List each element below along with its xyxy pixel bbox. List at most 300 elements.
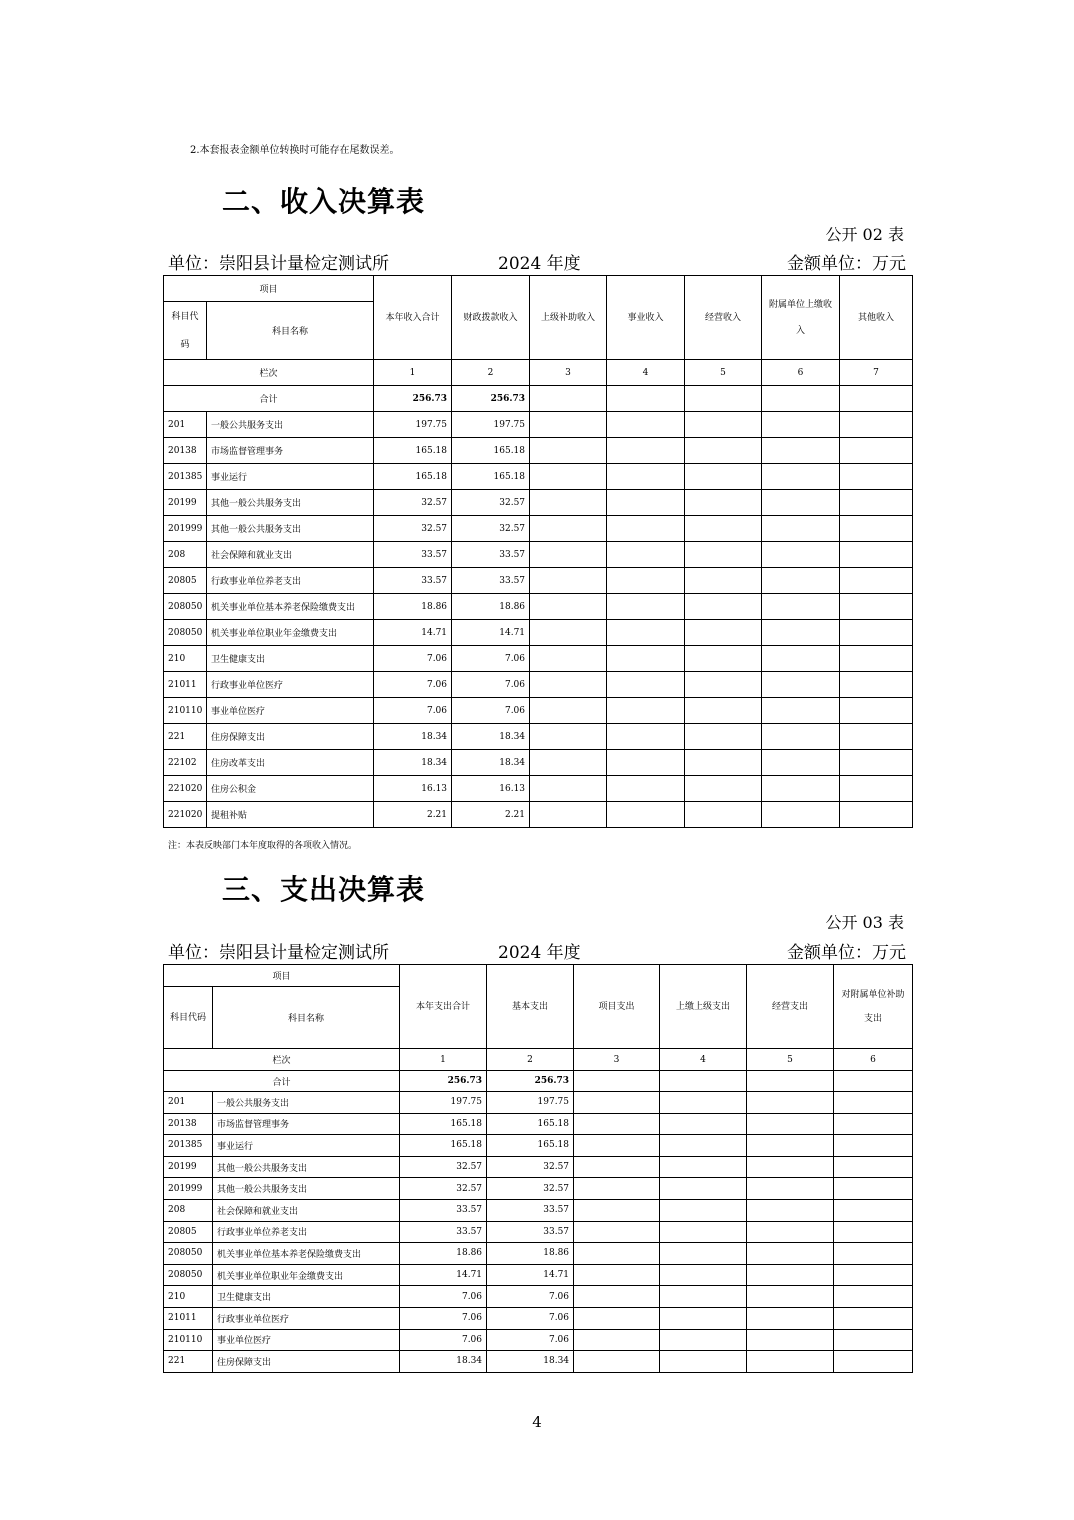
empty-cell (840, 672, 913, 698)
row-value: 165.18 (452, 464, 530, 490)
row-code: 221 (164, 724, 207, 750)
empty-cell (530, 776, 607, 802)
empty-cell (840, 594, 913, 620)
row-value: 33.57 (452, 568, 530, 594)
row-value: 33.57 (400, 1221, 487, 1243)
header-col-4: 上缴上级支出 (660, 965, 747, 1049)
row-code: 221 (164, 1351, 213, 1373)
row-value: 32.57 (374, 490, 452, 516)
row-name: 住房公积金 (207, 776, 374, 802)
row-value: 16.13 (452, 776, 530, 802)
header-code: 科目代码 (164, 987, 213, 1049)
empty-cell (762, 412, 840, 438)
row-value: 18.34 (374, 750, 452, 776)
empty-cell (685, 724, 762, 750)
empty-cell (607, 542, 685, 568)
income-money-unit: 金额单位：万元 (787, 254, 906, 274)
empty-cell (834, 1329, 913, 1351)
row-name: 卫生健康支出 (213, 1286, 400, 1308)
empty-cell (840, 412, 913, 438)
row-name: 行政事业单位医疗 (213, 1307, 400, 1329)
total-value (574, 1071, 660, 1092)
column-row-label: 栏次 (164, 360, 374, 386)
expense-money-unit: 金额单位：万元 (787, 943, 906, 963)
header-col-5: 经营支出 (747, 965, 834, 1049)
row-value: 165.18 (400, 1135, 487, 1157)
empty-cell (685, 620, 762, 646)
row-name: 行政事业单位医疗 (207, 672, 374, 698)
header-col-2: 财政拨款收入 (452, 276, 530, 360)
income-table (163, 275, 913, 828)
total-value: 256.73 (452, 386, 530, 412)
row-code: 208 (164, 1199, 213, 1221)
table-row (164, 490, 913, 516)
row-name: 其他一般公共服务支出 (213, 1178, 400, 1200)
row-code: 21011 (164, 672, 207, 698)
row-value: 7.06 (452, 698, 530, 724)
row-value: 2.21 (452, 802, 530, 828)
header-col-5: 经营收入 (685, 276, 762, 360)
row-value: 18.34 (452, 750, 530, 776)
empty-cell (660, 1092, 747, 1114)
empty-cell (840, 802, 913, 828)
row-code: 201999 (164, 1178, 213, 1200)
empty-cell (530, 802, 607, 828)
empty-cell (607, 412, 685, 438)
empty-cell (840, 620, 913, 646)
total-value (607, 386, 685, 412)
empty-cell (574, 1178, 660, 1200)
total-value (762, 386, 840, 412)
row-code: 210110 (164, 1329, 213, 1351)
empty-cell (660, 1156, 747, 1178)
header-col-1: 本年收入合计 (374, 276, 452, 360)
row-value: 7.06 (452, 646, 530, 672)
empty-cell (685, 802, 762, 828)
empty-cell (530, 698, 607, 724)
row-name: 住房保障支出 (207, 724, 374, 750)
row-value: 7.06 (400, 1286, 487, 1308)
expense-year: 2024 年度 (498, 943, 581, 963)
empty-cell (660, 1243, 747, 1265)
table-row (164, 438, 913, 464)
row-value: 32.57 (452, 490, 530, 516)
empty-cell (607, 568, 685, 594)
table-row (164, 1243, 913, 1265)
empty-cell (747, 1329, 834, 1351)
row-code: 208050 (164, 620, 207, 646)
table-row (164, 1286, 913, 1308)
row-code: 22102 (164, 750, 207, 776)
empty-cell (747, 1178, 834, 1200)
empty-cell (762, 516, 840, 542)
empty-cell (762, 568, 840, 594)
row-value: 32.57 (487, 1178, 574, 1200)
income-year: 2024 年度 (498, 254, 581, 274)
header-col-1: 本年支出合计 (400, 965, 487, 1049)
column-num: 5 (747, 1049, 834, 1071)
row-value: 18.86 (400, 1243, 487, 1265)
header-col-3: 项目支出 (574, 965, 660, 1049)
income-title: 二、收入决算表 (222, 185, 426, 218)
header-col-6: 对附属单位补助支出 (834, 965, 913, 1049)
row-name: 一般公共服务支出 (213, 1092, 400, 1114)
empty-cell (607, 464, 685, 490)
empty-cell (530, 594, 607, 620)
expense-table (163, 964, 913, 1373)
table-row (164, 1351, 913, 1373)
row-value: 2.21 (374, 802, 452, 828)
empty-cell (574, 1286, 660, 1308)
header-col-7: 其他收入 (840, 276, 913, 360)
empty-cell (530, 620, 607, 646)
table-row (164, 750, 913, 776)
header-project: 项目 (164, 276, 374, 302)
row-value: 33.57 (374, 542, 452, 568)
row-code: 208 (164, 542, 207, 568)
table-row (164, 724, 913, 750)
column-num: 2 (487, 1049, 574, 1071)
page-number: 4 (532, 1413, 542, 1431)
empty-cell (607, 516, 685, 542)
top-note: 2.本套报表金额单位转换时可能存在尾数误差。 (190, 145, 400, 156)
empty-cell (762, 724, 840, 750)
empty-cell (530, 672, 607, 698)
row-name: 提租补贴 (207, 802, 374, 828)
row-value: 18.34 (452, 724, 530, 750)
empty-cell (574, 1135, 660, 1157)
row-code: 201 (164, 412, 207, 438)
empty-cell (762, 646, 840, 672)
row-value: 165.18 (374, 438, 452, 464)
empty-cell (840, 464, 913, 490)
empty-cell (607, 776, 685, 802)
empty-cell (747, 1156, 834, 1178)
table-row (164, 412, 913, 438)
table-row (164, 594, 913, 620)
row-code: 208050 (164, 1243, 213, 1265)
row-value: 14.71 (487, 1264, 574, 1286)
empty-cell (685, 516, 762, 542)
header-col-3: 上级补助收入 (530, 276, 607, 360)
row-name: 社会保障和就业支出 (213, 1199, 400, 1221)
empty-cell (660, 1135, 747, 1157)
row-code: 201 (164, 1092, 213, 1114)
total-value (685, 386, 762, 412)
empty-cell (685, 464, 762, 490)
row-name: 机关事业单位基本养老保险缴费支出 (213, 1243, 400, 1265)
row-name: 社会保障和就业支出 (207, 542, 374, 568)
empty-cell (530, 412, 607, 438)
row-value: 18.86 (452, 594, 530, 620)
row-value: 14.71 (452, 620, 530, 646)
empty-cell (762, 776, 840, 802)
row-name: 住房保障支出 (213, 1351, 400, 1373)
row-code: 221020 (164, 776, 207, 802)
table-row (164, 698, 913, 724)
total-value (840, 386, 913, 412)
empty-cell (607, 724, 685, 750)
empty-cell (840, 750, 913, 776)
empty-cell (747, 1307, 834, 1329)
empty-cell (834, 1178, 913, 1200)
empty-cell (685, 698, 762, 724)
empty-cell (660, 1199, 747, 1221)
empty-cell (762, 594, 840, 620)
row-code: 20199 (164, 490, 207, 516)
empty-cell (607, 802, 685, 828)
table-row (164, 1135, 913, 1157)
expense-form-number: 公开 03 表 (825, 913, 904, 932)
empty-cell (530, 568, 607, 594)
row-name: 住房改革支出 (207, 750, 374, 776)
empty-cell (685, 412, 762, 438)
empty-cell (762, 490, 840, 516)
row-name: 事业单位医疗 (213, 1329, 400, 1351)
row-name: 机关事业单位基本养老保险缴费支出 (207, 594, 374, 620)
row-name: 事业单位医疗 (207, 698, 374, 724)
empty-cell (574, 1221, 660, 1243)
empty-cell (747, 1135, 834, 1157)
empty-cell (762, 672, 840, 698)
empty-cell (685, 542, 762, 568)
empty-cell (685, 672, 762, 698)
table-row (164, 1329, 913, 1351)
empty-cell (834, 1286, 913, 1308)
row-code: 208050 (164, 594, 207, 620)
row-code: 20805 (164, 568, 207, 594)
row-value: 165.18 (452, 438, 530, 464)
header-col-6: 附属单位上缴收入 (762, 276, 840, 360)
empty-cell (840, 724, 913, 750)
row-name: 机关事业单位职业年金缴费支出 (207, 620, 374, 646)
empty-cell (834, 1243, 913, 1265)
row-value: 197.75 (374, 412, 452, 438)
row-value: 18.86 (374, 594, 452, 620)
row-value: 7.06 (374, 646, 452, 672)
row-name: 事业运行 (213, 1135, 400, 1157)
row-code: 20138 (164, 438, 207, 464)
empty-cell (834, 1221, 913, 1243)
empty-cell (660, 1307, 747, 1329)
empty-cell (530, 490, 607, 516)
empty-cell (762, 438, 840, 464)
row-name: 其他一般公共服务支出 (213, 1156, 400, 1178)
row-value: 33.57 (374, 568, 452, 594)
empty-cell (530, 724, 607, 750)
empty-cell (834, 1092, 913, 1114)
empty-cell (530, 542, 607, 568)
table-row (164, 802, 913, 828)
row-code: 210 (164, 646, 207, 672)
empty-cell (574, 1156, 660, 1178)
header-name: 科目名称 (213, 987, 400, 1049)
row-name: 市场监督管理事务 (213, 1113, 400, 1135)
empty-cell (685, 776, 762, 802)
table-row (164, 1178, 913, 1200)
row-name: 行政事业单位养老支出 (213, 1221, 400, 1243)
empty-cell (607, 438, 685, 464)
empty-cell (530, 516, 607, 542)
empty-cell (747, 1243, 834, 1265)
empty-cell (840, 568, 913, 594)
total-value (530, 386, 607, 412)
row-name: 卫生健康支出 (207, 646, 374, 672)
empty-cell (834, 1156, 913, 1178)
header-project: 项目 (164, 965, 400, 987)
table-row (164, 1307, 913, 1329)
header-code: 科目代码 (164, 302, 207, 360)
column-num: 7 (840, 360, 913, 386)
total-value: 256.73 (400, 1071, 487, 1092)
table-row (164, 1199, 913, 1221)
empty-cell (574, 1199, 660, 1221)
row-value: 7.06 (374, 698, 452, 724)
row-code: 210 (164, 1286, 213, 1308)
table-row (164, 1113, 913, 1135)
empty-cell (574, 1264, 660, 1286)
empty-cell (834, 1351, 913, 1373)
total-value: 256.73 (374, 386, 452, 412)
empty-cell (762, 750, 840, 776)
row-value: 18.34 (487, 1351, 574, 1373)
empty-cell (685, 438, 762, 464)
column-num: 2 (452, 360, 530, 386)
row-value: 165.18 (400, 1113, 487, 1135)
total-label: 合计 (164, 1071, 400, 1092)
row-code: 208050 (164, 1264, 213, 1286)
empty-cell (574, 1092, 660, 1114)
row-name: 其他一般公共服务支出 (207, 516, 374, 542)
table-row (164, 672, 913, 698)
empty-cell (607, 672, 685, 698)
empty-cell (840, 490, 913, 516)
table-row (164, 1221, 913, 1243)
header-col-2: 基本支出 (487, 965, 574, 1049)
table-row (164, 568, 913, 594)
empty-cell (607, 594, 685, 620)
empty-cell (685, 594, 762, 620)
empty-cell (747, 1351, 834, 1373)
empty-cell (747, 1286, 834, 1308)
row-value: 7.06 (374, 672, 452, 698)
empty-cell (574, 1243, 660, 1265)
row-code: 221020 (164, 802, 207, 828)
empty-cell (747, 1199, 834, 1221)
row-code: 201385 (164, 464, 207, 490)
expense-unit: 单位：崇阳县计量检定测试所 (168, 943, 389, 963)
income-note: 注：本表反映部门本年度取得的各项收入情况。 (168, 841, 358, 851)
empty-cell (762, 802, 840, 828)
empty-cell (747, 1113, 834, 1135)
table-row (164, 1264, 913, 1286)
empty-cell (660, 1286, 747, 1308)
row-code: 20805 (164, 1221, 213, 1243)
row-value: 165.18 (487, 1113, 574, 1135)
income-form-number: 公开 02 表 (825, 225, 904, 244)
row-value: 16.13 (374, 776, 452, 802)
table-row (164, 464, 913, 490)
income-unit: 单位：崇阳县计量检定测试所 (168, 254, 389, 274)
empty-cell (685, 646, 762, 672)
header-col-4: 事业收入 (607, 276, 685, 360)
row-value: 7.06 (400, 1307, 487, 1329)
row-value: 7.06 (487, 1286, 574, 1308)
row-name: 事业运行 (207, 464, 374, 490)
empty-cell (685, 568, 762, 594)
total-value (747, 1071, 834, 1092)
row-code: 201999 (164, 516, 207, 542)
empty-cell (660, 1264, 747, 1286)
empty-cell (660, 1329, 747, 1351)
table-row (164, 1156, 913, 1178)
empty-cell (530, 646, 607, 672)
row-code: 21011 (164, 1307, 213, 1329)
empty-cell (660, 1113, 747, 1135)
column-num: 4 (660, 1049, 747, 1071)
table-row (164, 776, 913, 802)
row-code: 20138 (164, 1113, 213, 1135)
empty-cell (762, 464, 840, 490)
row-value: 33.57 (487, 1199, 574, 1221)
empty-cell (840, 776, 913, 802)
row-name: 行政事业单位养老支出 (207, 568, 374, 594)
empty-cell (834, 1199, 913, 1221)
empty-cell (685, 490, 762, 516)
column-num: 1 (400, 1049, 487, 1071)
empty-cell (660, 1351, 747, 1373)
empty-cell (840, 646, 913, 672)
empty-cell (840, 516, 913, 542)
row-value: 32.57 (400, 1178, 487, 1200)
empty-cell (834, 1113, 913, 1135)
row-value: 7.06 (487, 1307, 574, 1329)
empty-cell (840, 438, 913, 464)
row-name: 其他一般公共服务支出 (207, 490, 374, 516)
empty-cell (834, 1264, 913, 1286)
empty-cell (660, 1178, 747, 1200)
empty-cell (834, 1307, 913, 1329)
empty-cell (574, 1307, 660, 1329)
empty-cell (530, 438, 607, 464)
row-value: 33.57 (452, 542, 530, 568)
row-value: 7.06 (400, 1329, 487, 1351)
empty-cell (747, 1264, 834, 1286)
row-code: 201385 (164, 1135, 213, 1157)
empty-cell (607, 750, 685, 776)
row-value: 18.34 (374, 724, 452, 750)
empty-cell (530, 750, 607, 776)
column-num: 3 (574, 1049, 660, 1071)
empty-cell (762, 542, 840, 568)
empty-cell (574, 1329, 660, 1351)
empty-cell (840, 698, 913, 724)
empty-cell (685, 750, 762, 776)
total-value: 256.73 (487, 1071, 574, 1092)
table-row (164, 542, 913, 568)
row-value: 14.71 (400, 1264, 487, 1286)
row-value: 33.57 (400, 1199, 487, 1221)
row-value: 18.86 (487, 1243, 574, 1265)
table-row (164, 646, 913, 672)
row-value: 32.57 (452, 516, 530, 542)
expense-title: 三、支出决算表 (222, 873, 426, 906)
empty-cell (747, 1092, 834, 1114)
empty-cell (607, 490, 685, 516)
empty-cell (762, 620, 840, 646)
column-num: 5 (685, 360, 762, 386)
empty-cell (574, 1351, 660, 1373)
